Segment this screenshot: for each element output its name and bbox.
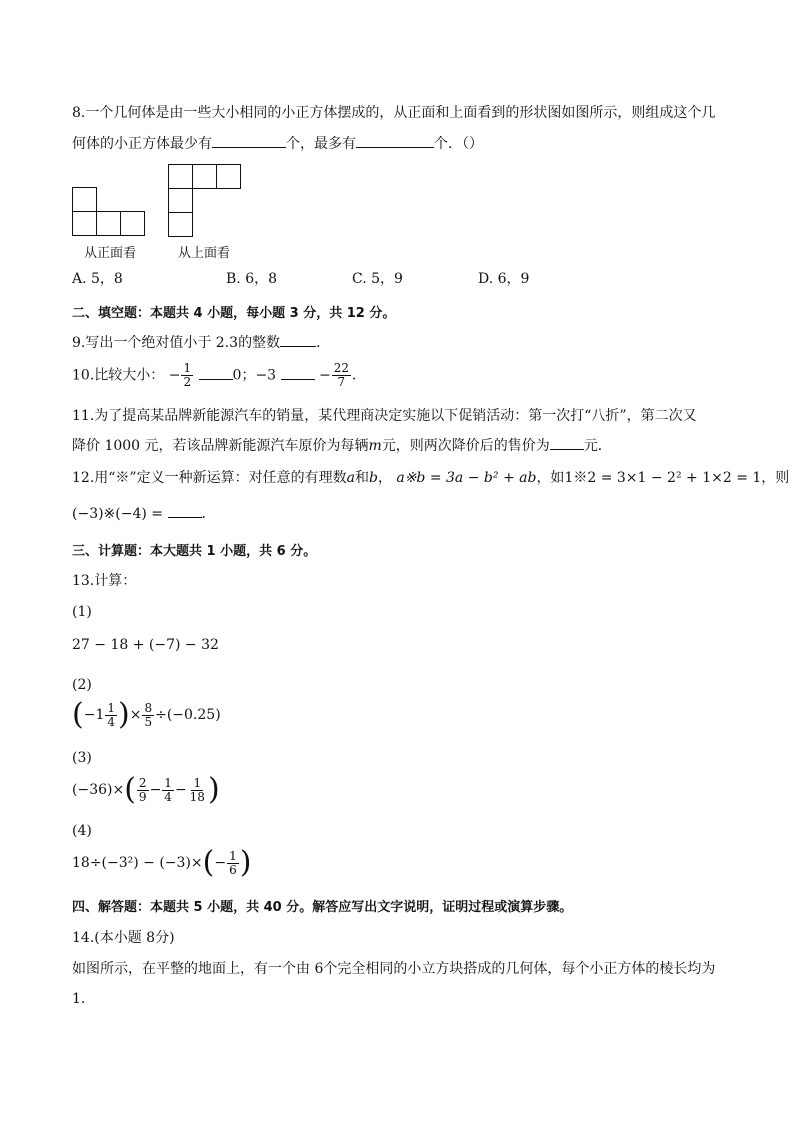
q12-line2 — [72, 503, 216, 523]
paren-open: ( — [202, 845, 215, 880]
front-cube-3 — [121, 212, 145, 236]
numerator: 2 — [138, 775, 147, 790]
q13-expression1: 27 − 18 + (−7) − 32 — [72, 637, 219, 653]
numerator: 1 — [229, 848, 237, 863]
q9 — [72, 332, 330, 352]
q13-e2-fraction1 — [105, 702, 117, 729]
numerator: 1 — [107, 700, 115, 715]
q13-e2-part1: −1 — [83, 707, 105, 723]
front-cube-top — [73, 188, 97, 212]
paren-close: ) — [118, 697, 130, 732]
option-c[interactable]: C. 5，9 — [352, 271, 403, 287]
q8-blank-min[interactable] — [212, 133, 286, 148]
minus: − — [149, 782, 162, 798]
q11-line2-part2: 元，则两次降价后的售价为 — [381, 438, 550, 454]
numerator: 8 — [144, 700, 153, 715]
q9-blank[interactable] — [280, 332, 316, 347]
q13-e4-fraction — [227, 850, 239, 877]
minus: − — [174, 782, 187, 798]
denominator: 9 — [138, 789, 147, 804]
paren-open: ( — [72, 697, 84, 732]
q10-fraction2 — [332, 362, 351, 389]
q8-line2-part3: 个．（） — [434, 136, 483, 152]
denominator: 5 — [144, 714, 153, 729]
q13-part3-label: (3) — [72, 750, 92, 766]
q13-e4-part1: 18÷(−3²) − (−3)× — [72, 855, 203, 871]
q10-minus2: − — [319, 367, 331, 384]
q10-f1-numerator: 1 — [183, 361, 192, 375]
top-cube-1 — [169, 165, 193, 189]
numerator: 1 — [193, 775, 202, 790]
section4-heading: 四、解答题：本题共 5 小题，共 40 分。解答应写出文字说明，证明过程或演算步骤。 — [72, 900, 573, 915]
q8-line2 — [72, 133, 483, 153]
option-b[interactable]: B. 6，8 — [226, 271, 278, 287]
top-view-label: 从上面看 — [178, 246, 231, 261]
q11-line2-part1: 降价 1000 元，若该品牌新能源汽车原价为每辆 — [72, 438, 369, 454]
q10-mid: 0；−3 — [232, 367, 277, 384]
paren-close: ) — [207, 772, 220, 807]
q10-end: ． — [352, 367, 367, 384]
q13-e2-part2: ÷(−0.25) — [155, 707, 221, 723]
q10-f2-numerator: 22 — [333, 361, 350, 375]
section3-heading: 三、计算题：本大题共 1 小题，共 6 分。 — [72, 544, 317, 559]
q10 — [72, 362, 366, 389]
q8-blank-max[interactable] — [356, 133, 434, 148]
q10-f2-denominator: 7 — [337, 375, 346, 389]
q10-blank2[interactable] — [281, 365, 315, 380]
q11-variable-m: m — [368, 438, 382, 454]
q9-text: 9.写出一个绝对值小于 2.3的整数 — [72, 335, 281, 351]
q12-line1-part3: ， — [377, 470, 392, 486]
top-cube-2 — [193, 165, 217, 189]
q12-var-b: b — [368, 470, 378, 486]
denominator: 18 — [189, 789, 205, 804]
q8-line2-part1: 何体的小正方体最少有 — [72, 136, 212, 152]
q13-e2-times: × — [129, 707, 142, 723]
q11-line2 — [72, 435, 612, 455]
q10-prefix: 10.比较大小： — [72, 367, 165, 384]
q12-line1 — [72, 467, 789, 487]
q14-line1: 如图所示，在平整的地面上，有一个由 6个完全相同的小立方块搭成的几何体，每个小正方体的棱长均为 — [72, 961, 716, 977]
top-cube-5 — [169, 213, 193, 237]
q12-definition: a※b = 3a − b² + ab — [396, 470, 537, 486]
q13-e3-fraction3 — [188, 777, 207, 804]
option-d[interactable]: D. 6，9 — [478, 271, 530, 287]
q10-fraction1 — [181, 362, 193, 389]
q12-expression: (−3)※(−4) = — [72, 506, 164, 522]
q10-minus1: − — [168, 367, 181, 384]
front-view-figure — [72, 187, 148, 237]
q13-part4-label: (4) — [72, 823, 92, 839]
q13-part2-label: (2) — [72, 677, 92, 693]
top-cube-4 — [169, 189, 193, 213]
q14-line2: 1． — [72, 991, 95, 1007]
q13-e3-fraction1 — [137, 777, 149, 804]
q12-blank[interactable] — [168, 503, 202, 518]
q11-blank[interactable] — [550, 435, 584, 450]
q12-var-a: a — [346, 470, 355, 486]
top-view-figure — [168, 164, 244, 238]
q12-end: ． — [201, 506, 216, 522]
q14-title: 14.(本小题 8分) — [72, 930, 175, 946]
front-view-label: 从正面看 — [84, 246, 137, 261]
q10-blank1[interactable] — [199, 365, 233, 380]
q13-e2-fraction2 — [142, 702, 154, 729]
q10-f1-denominator: 2 — [183, 375, 192, 389]
q8-line2-part2: 个，最多有 — [286, 136, 356, 152]
paren-open: ( — [124, 772, 136, 807]
minus: − — [214, 855, 227, 871]
q12-line1-part1: 12.用“※”定义一种新运算：对任意的有理数 — [72, 470, 347, 486]
denominator: 4 — [107, 714, 115, 729]
q8-line1: 8.一个几何体是由一些大小相同的小正方体摆成的，从正面和上面看到的形状图如图所示，则组成这个几 — [72, 105, 716, 121]
option-a[interactable]: A. 5，8 — [72, 271, 123, 287]
q9-end: ． — [316, 335, 331, 351]
front-cube-2 — [97, 212, 121, 236]
q13-title: 13.计算： — [72, 573, 137, 589]
denominator: 4 — [164, 789, 172, 804]
paren-close: ) — [239, 845, 252, 880]
q13-expression2 — [72, 697, 221, 732]
q12-line1-part2: 和 — [354, 470, 369, 486]
q12-line1-part4: ，如1※2 = 3×1 − 2² + 1×2 = 1，则 — [536, 470, 790, 486]
section2-heading: 二、填空题：本题共 4 小题，每小题 3 分，共 12 分。 — [72, 306, 396, 321]
q13-e3-fraction2 — [162, 777, 174, 804]
q11-line1: 11.为了提高某品牌新能源汽车的销量，某代理商决定实施以下促销活动：第一次打“八折”，第二次又 — [72, 408, 697, 424]
q11-line2-part3: 元． — [583, 438, 612, 454]
denominator: 6 — [229, 862, 237, 877]
front-cube-1 — [73, 212, 97, 236]
numerator: 1 — [164, 775, 172, 790]
q13-expression3 — [72, 772, 220, 807]
q13-part1-label: (1) — [72, 604, 92, 620]
q13-expression4 — [72, 845, 252, 880]
top-cube-3 — [217, 165, 241, 189]
q13-e3-part1: (−36)× — [72, 782, 125, 798]
